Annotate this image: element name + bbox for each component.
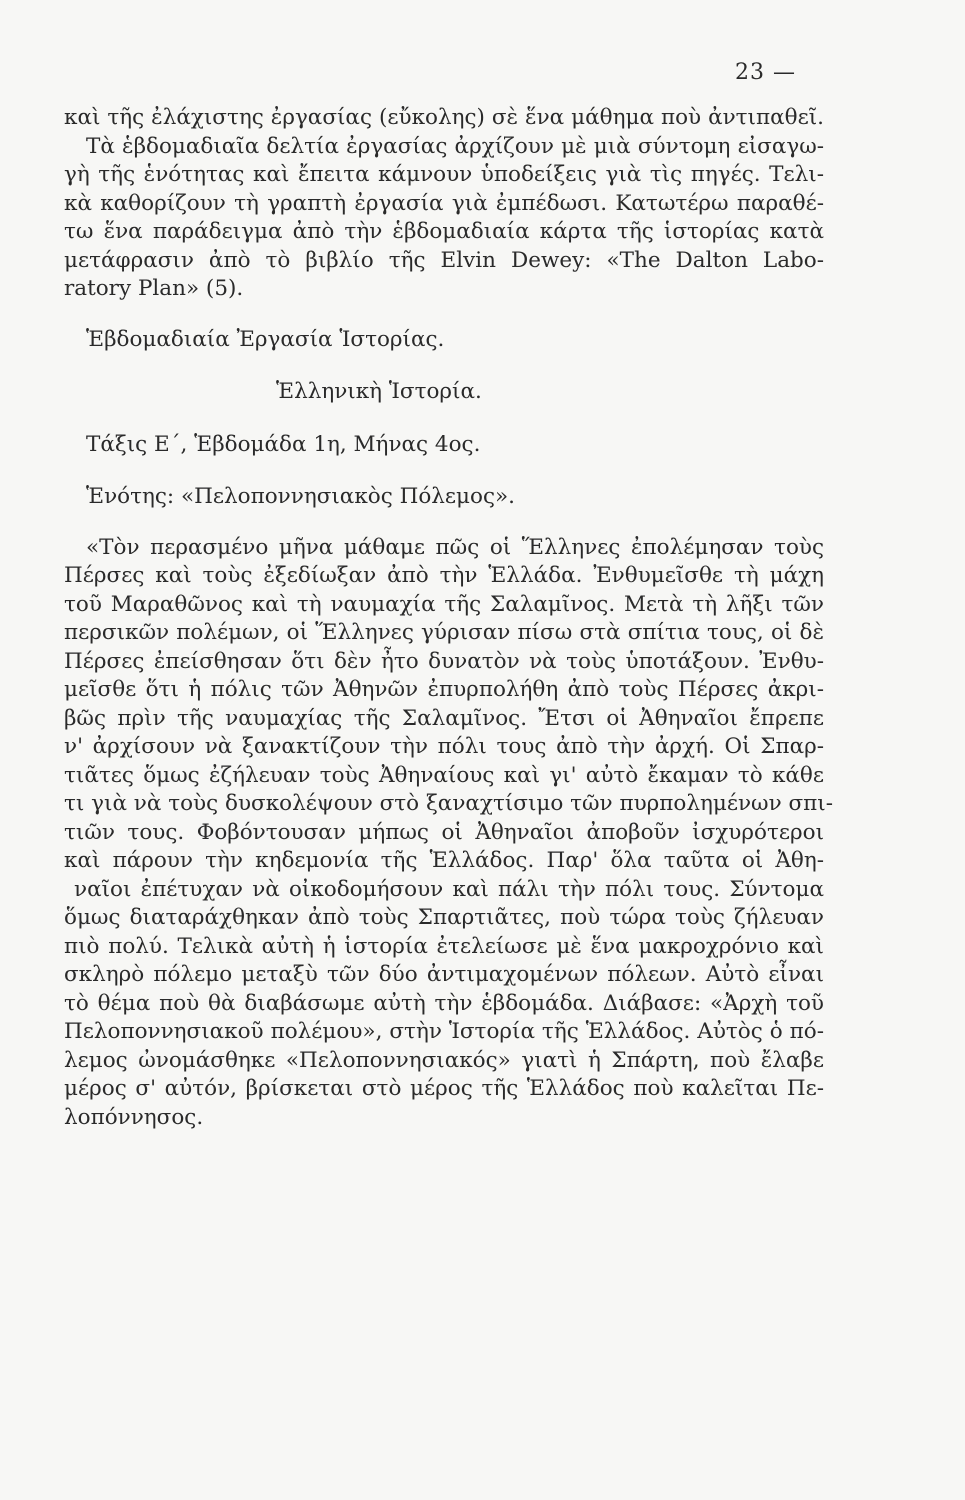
heading-greek-history: Ἑλληνικὴ Ἱστορία. <box>276 379 482 404</box>
paragraph-line: τω ἕνα παράδειγμα ἀπὸ τὴν ἑβδομαδιαία κάρτα τῆς ἱστορίας κατὰ <box>64 219 824 244</box>
paragraph-line: ναῖοι ἐπέτυχαν νὰ οἰκοδομήσουν καὶ πάλι τὴν πόλι τους. Σύντομα <box>74 876 824 902</box>
paragraph-line: μεῖσθε ὅτι ἡ πόλις τῶν Ἀθηνῶν ἐπυρπολήθη ἀπὸ τοὺς Πέρσες ἀκρι- <box>64 677 824 702</box>
paragraph-line: κὰ καθορίζουν τὴ γραπτὴ ἐργασία γιὰ ἐμπέδωσι. Κατωτέρω παραθέ- <box>64 190 824 216</box>
paragraph-line: λεμος ὠνομάσθηκε «Πελοποννησιακός» γιατὶ ἡ Σπάρτη, ποὺ ἔλαβε <box>64 1047 824 1073</box>
paragraph-line: τοῦ Μαραθῶνος καὶ τὴ ναυμαχία τῆς Σαλαμῖνος. Μετὰ τὴ λῆξι τῶν <box>64 591 824 617</box>
paragraph-line: Τὰ ἑβδομαδιαῖα δελτία ἐργασίας ἀρχίζουν μὲ μιὰ σύντομη εἰσαγω- <box>86 133 824 159</box>
paragraph-line: τι γιὰ νὰ τοὺς δυσκολέψουν στὸ ξαναχτίσιμο τῶν πυρπολημένων σπι- <box>64 791 833 816</box>
paragraph-line: Πελοποννησιακοῦ πολέμου», στὴν Ἱστορία τῆς Ἑλλάδος. Αὐτὸς ὁ πό- <box>64 1019 824 1044</box>
heading-weekly-work: Ἑβδομαδιαία Ἐργασία Ἱστορίας. <box>86 326 445 352</box>
paragraph-line: ν' ἀρχίσουν νὰ ξανακτίζουν τὴν πόλι τους ἀπὸ τὴν ἀρχή. Οἱ Σπαρ- <box>64 734 824 759</box>
heading-class-info: Τάξις Ε΄, Ἑβδομάδα 1η, Μήνας 4ος. <box>86 431 481 457</box>
paragraph-line: περσικῶν πολέμων, οἱ Ἕλληνες γύρισαν πίσω στὰ σπίτια τους, οἱ δὲ <box>64 620 824 645</box>
page-number: 23 — <box>735 60 796 85</box>
paragraph-line: μετάφρασιν ἀπὸ τὸ βιβλίο τῆς Elvin Dewey: «The Dalton Labo- <box>64 247 824 273</box>
paragraph-line: τιᾶτες ὅμως ἐζήλευαν τοὺς Ἀθηναίους καὶ γι' αὐτὸ ἔκαμαν τὸ κάθε <box>64 762 824 788</box>
paragraph-line: σκληρὸ πόλεμο μεταξὺ τῶν δύο ἀντιμαχομένων πόλεων. Αὐτὸ εἶναι <box>64 962 824 987</box>
paragraph-line: τιῶν τους. Φοβόντουσαν μήπως οἱ Ἀθηναῖοι ἀποβοῦν ἰσχυρότεροι <box>64 819 824 845</box>
body-text <box>64 104 833 1132</box>
heading-unit: Ἑνότης: «Πελοποννησιακὸς Πόλεμος». <box>86 484 515 509</box>
paragraph-line: γὴ τῆς ἑνότητας καὶ ἔπειτα κάμνουν ὑποδείξεις γιὰ τὶς πηγές. Τελι- <box>64 162 824 187</box>
paragraph-line: τὸ θέμα ποὺ θὰ διαβάσωμε αὐτὴ τὴν ἑβδομάδα. Διάβασε: «Ἀρχὴ τοῦ <box>64 990 824 1016</box>
paragraph-line: μέρος σ' αὐτόν, βρίσκεται στὸ μέρος τῆς Ἑλλάδος ποὺ καλεῖται Πε- <box>64 1076 824 1101</box>
paragraph-line: λοπόννησος. <box>64 1104 204 1130</box>
paragraph-line: ratory Plan» (5). <box>64 276 244 301</box>
paragraph-line: βῶς πρὶν τῆς ναυμαχίας τῆς Σαλαμῖνος. Ἔτσι οἱ Ἀθηναῖοι ἔπρεπε <box>64 705 824 731</box>
paragraph-line: καὶ πάρουν τὴν κηδεμονία τῆς Ἑλλάδος. Παρ' ὅλα ταῦτα οἱ Ἀθη- <box>64 848 824 873</box>
paragraph-line: καὶ τῆς ἐλάχιστης ἐργασίας (εὔκολης) σὲ ἕνα μάθημα ποὺ ἀντιπαθεῖ. <box>64 105 824 130</box>
paragraph-line: Πέρσες καὶ τοὺς ἐξεδίωξαν ἀπὸ τὴν Ἑλλάδα. Ἐνθυμεῖσθε τὴ μάχη <box>64 563 824 588</box>
paragraph-line: πιὸ πολύ. Τελικὰ αὐτὴ ἡ ἱστορία ἐτελείωσε μὲ ἕνα μακροχρόνιο καὶ <box>64 933 824 959</box>
paragraph-line: «Τὸν περασμένο μῆνα μάθαμε πῶς οἱ Ἕλληνες ἐπολέμησαν τοὺς <box>86 534 824 560</box>
paragraph-line: ὅμως διαταράχθηκαν ἀπὸ τοὺς Σπαρτιᾶτες, ποὺ τώρα τοὺς ζήλευαν <box>64 905 824 930</box>
paragraph-line: Πέρσες ἐπείσθησαν ὅτι δὲν ἦτο δυνατὸν νὰ τοὺς ὑποτάξουν. Ἐνθυ- <box>64 648 824 674</box>
